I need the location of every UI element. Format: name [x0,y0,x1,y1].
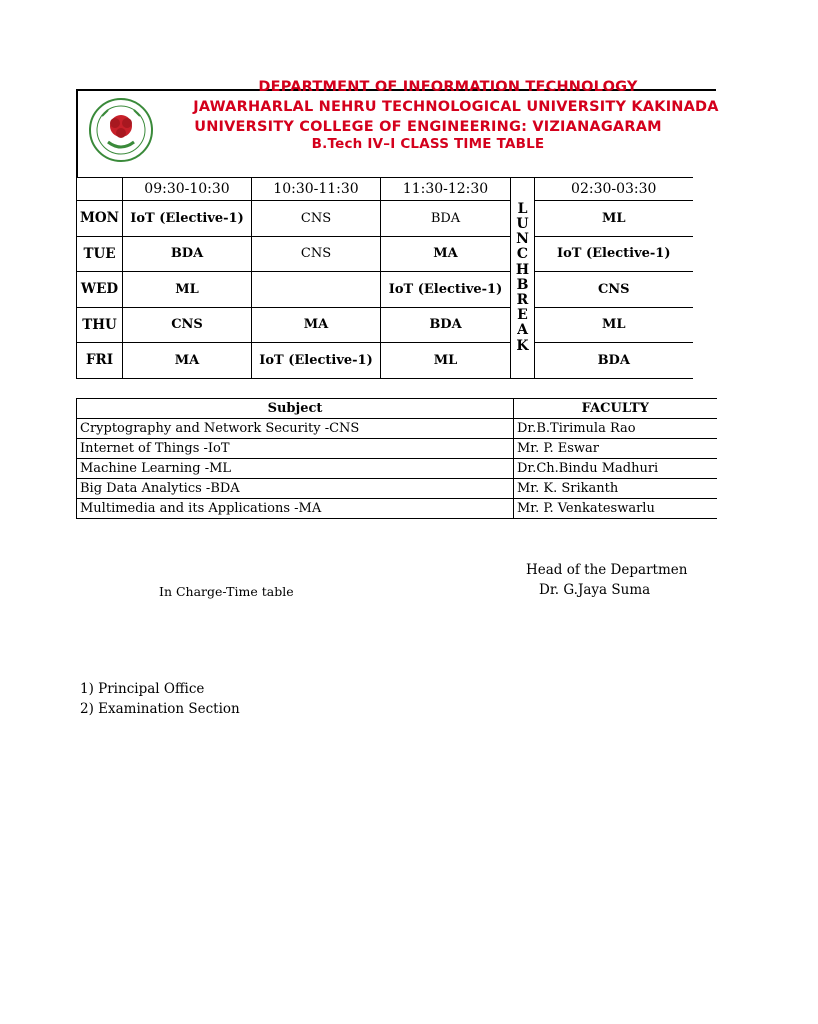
class-cell: CNS [123,307,252,343]
faculty-cell: Mr. P. Eswar [514,439,717,459]
subject-header: Subject [77,399,514,419]
subject-cell: Machine Learning -ML [77,459,514,479]
hod-title: Head of the Departmen [526,562,688,578]
day-cell: THU [77,307,123,343]
subject-cell: Cryptography and Network Security -CNS [77,419,514,439]
college-name: UNIVERSITY COLLEGE OF ENGINEERING: VIZIANAGARAM [194,119,662,135]
department-line: DEPARTMENT OF INFORMATION TECHNOLOGY [258,79,638,95]
table-row [77,479,717,499]
class-cell [252,272,381,308]
class-cell: BDA [535,343,693,379]
class-cell: IoT (Elective-1) [535,236,693,272]
lunch-letter: C [516,246,529,263]
table-row [77,459,717,479]
lunch-letter: E [517,307,528,324]
class-cell: MA [252,307,381,343]
faculty-header-row [77,399,717,419]
faculty-header: FACULTY [514,399,717,419]
class-cell: BDA [381,307,511,343]
class-cell: MA [123,343,252,379]
day-cell: MON [77,201,123,237]
table-row [77,307,693,343]
hod-name: Dr. G.Jaya Suma [539,582,651,598]
faculty-cell: Mr. P. Venkateswarlu [514,499,717,519]
lunch-letter: N [516,231,529,248]
day-cell: FRI [77,343,123,379]
lunch-letter: K [516,337,529,354]
slot-header: 02:30-03:30 [535,178,693,201]
lunch-letter: U [516,215,529,232]
class-cell: ML [381,343,511,379]
slot-header: 09:30-10:30 [123,178,252,201]
timetable-header-row [77,178,693,201]
lunch-letter: H [515,261,530,278]
faculty-cell: Dr.Ch.Bindu Madhuri [514,459,717,479]
university-name: JAWARHARLAL NEHRU TECHNOLOGICAL UNIVERSITY KAKINADA [193,99,719,115]
faculty-cell: Dr.B.Tirimula Rao [514,419,717,439]
class-cell: ML [535,307,693,343]
class-cell: BDA [123,236,252,272]
timetable [76,177,693,379]
table-row [77,343,693,379]
copy-to-item: 1) Principal Office [80,681,205,697]
table-row [77,439,717,459]
table-row [77,236,693,272]
class-cell: IoT (Elective-1) [123,201,252,237]
subject-cell: Multimedia and its Applications -MA [77,499,514,519]
subject-cell: Internet of Things -IoT [77,439,514,459]
class-cell: IoT (Elective-1) [381,272,511,308]
class-cell: IoT (Elective-1) [252,343,381,379]
class-cell: CNS [252,201,381,237]
lunch-letter: R [516,291,529,308]
class-cell: ML [123,272,252,308]
copy-to-item: 2) Examination Section [80,701,240,717]
table-row [77,499,717,519]
day-cell: WED [77,272,123,308]
lunch-letter: B [516,276,529,293]
table-row [77,419,717,439]
faculty-cell: Mr. K. Srikanth [514,479,717,499]
day-cell: TUE [77,236,123,272]
lunch-letter: L [517,200,528,217]
subject-cell: Big Data Analytics -BDA [77,479,514,499]
table-row [77,272,693,308]
faculty-table [76,398,717,519]
corner-cell [77,178,123,201]
class-cell: MA [381,236,511,272]
class-cell: ML [535,201,693,237]
slot-header: 11:30-12:30 [381,178,511,201]
class-cell: CNS [535,272,693,308]
header-box [76,79,719,177]
page-title: B.Tech IV–I CLASS TIME TABLE [311,136,545,152]
lunch-break-column [511,178,535,379]
table-row [77,201,693,237]
class-cell: BDA [381,201,511,237]
incharge-label: In Charge-Time table [159,584,294,599]
lunch-letter: A [517,322,528,339]
slot-header: 10:30-11:30 [252,178,381,201]
class-cell: CNS [252,236,381,272]
